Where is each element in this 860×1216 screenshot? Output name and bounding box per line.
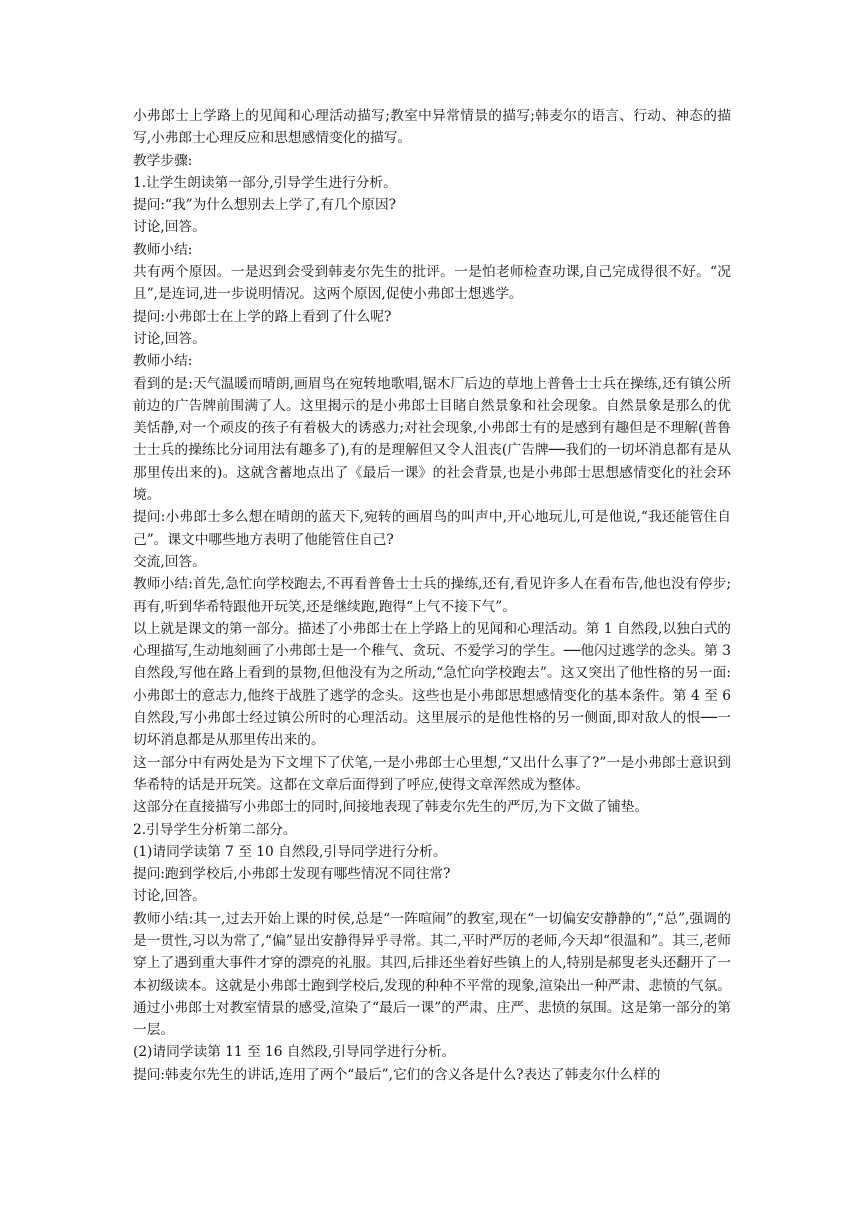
paragraph: 以上就是课文的第一部分。描述了小弗郎士在上学路上的见闻和心理活动。第 1 自然段,以独白式的心理描写,生动地刻画了小弗郎士是一个稚气、贪玩、不爱学习的学生。──他闪过逃学的念头。第 3 自然段,写他在路上看到的景物,但他没有为之所动,“急忙向学校跑去”。这又突出了他性格的另一面:小弗郎士的意志力,他终于战胜了逃学的念头。这些也是小弗郎思想感情变化的基本条件。第 4 至 6 自然段,写小弗郎士经过镇公所时的心理活动。这里展示的是他性格的另一侧面,即对敌人的恨──一切坏消息都是从那里传出来的。 — [133, 620, 731, 749]
paragraph: 提问:跑到学校后,小弗郎士发现有哪些情况不同往常? — [133, 866, 451, 883]
paragraph: 教师小结:其一,过去开始上课的时侯,总是“一阵喧闹”的教室,现在“一切偏安安静静的”,“总”,强调的是一贯性,习以为常了,“偏”显出安静得异乎寻常。其二,平时严厉的老师,今天却“很温和”。其三,老师穿上了遇到重大事件才穿的漂亮的礼服。其四,后排还坐着好些镇上的人,特别是郝叟老头还翻开了一本初级读本。这就是小弗郎士跑到学校后,发现的种种不平常的现象,渲染出一种严肃、悲愤的气氛。通过小弗郎士对教室情景的感受,渲染了“最后一课”的严肃、庄严、悲愤的氛围。这是第一部分的第一层。 — [133, 910, 731, 1039]
paragraph: 2.引导学生分析第二部分。 — [133, 821, 297, 838]
document-body — [133, 105, 731, 1086]
paragraph: 讨论,回答。 — [133, 888, 206, 905]
paragraph: 提问:小弗郎士在上学的路上看到了什么呢? — [133, 308, 392, 325]
paragraph: 交流,回答。 — [133, 553, 206, 570]
paragraph: 讨论,回答。 — [133, 219, 206, 236]
paragraph: 教师小结: — [133, 241, 193, 258]
paragraph: 教师小结: — [133, 353, 193, 370]
paragraph: 提问:小弗郎士多么想在晴朗的蓝天下,宛转的画眉鸟的叫声中,开心地玩儿,可是他说,“我还能管住自己”。课文中哪些地方表明了他能管住自己? — [133, 509, 731, 548]
paragraph: 这一部分中有两处是为下文埋下了伏笔,一是小弗郎士心里想,“又出什么事了?”一是小弗郎士意识到华希特的话是开玩笑。这都在文章后面得到了呼应,使得文章浑然成为整体。 — [133, 754, 731, 793]
paragraph: 提问:“我”为什么想别去上学了,有几个原因? — [133, 197, 396, 214]
paragraph: 教学步骤: — [133, 152, 193, 169]
paragraph: 教师小结:首先,急忙向学校跑去,不再看普鲁士士兵的操练,还有,看见许多人在看布告,他也没有停步;再有,听到华希特跟他开玩笑,还是继续跑,跑得“上气不接下气”。 — [133, 576, 731, 615]
paragraph: 共有两个原因。一是迟到会受到韩麦尔先生的批评。一是怕老师检查功课,自己完成得很不好。“况且”,是连词,进一步说明情况。这两个原因,促使小弗郎士想逃学。 — [133, 264, 731, 303]
paragraph: 提问:韩麦尔先生的讲话,连用了两个“最后”,它们的含义各是什么?表达了韩麦尔什么样的 — [133, 1066, 661, 1083]
paragraph: 看到的是:天气温暖而晴朗,画眉鸟在宛转地歌唱,锯木厂后边的草地上普鲁士士兵在操练,还有镇公所前边的广告牌前围满了人。这里揭示的是小弗郎士目睹自然景象和社会现象。自然景象是那么的优美恬静,对一个顽皮的孩子有着极大的诱惑力;对社会现象,小弗郎士有的是感到有趣但是不理解(普鲁士士兵的操练比分词用法有趣多了),有的是理解但又令人沮丧(广告牌──我们的一切坏消息都有是从那里传出来的)。这就含蓄地点出了《最后一课》的社会背景,也是小弗郎士思想感情变化的社会环境。 — [133, 375, 731, 504]
paragraph: 小弗郎士上学路上的见闻和心理活动描写;教室中异常情景的描写;韩麦尔的语言、行动、神态的描写,小弗郎士心理反应和思想感情变化的描写。 — [133, 108, 731, 147]
paragraph: 这部分在直接描写小弗郎士的同时,间接地表现了韩麦尔先生的严厉,为下文做了铺垫。 — [133, 799, 649, 816]
paragraph: (2)请同学读第 11 至 16 自然段,引导同学进行分析。 — [133, 1044, 456, 1061]
paragraph: 讨论,回答。 — [133, 330, 206, 347]
paragraph: 1.让学生朗读第一部分,引导学生进行分析。 — [133, 174, 397, 191]
paragraph: (1)请同学读第 7 至 10 自然段,引导同学进行分析。 — [133, 843, 447, 860]
